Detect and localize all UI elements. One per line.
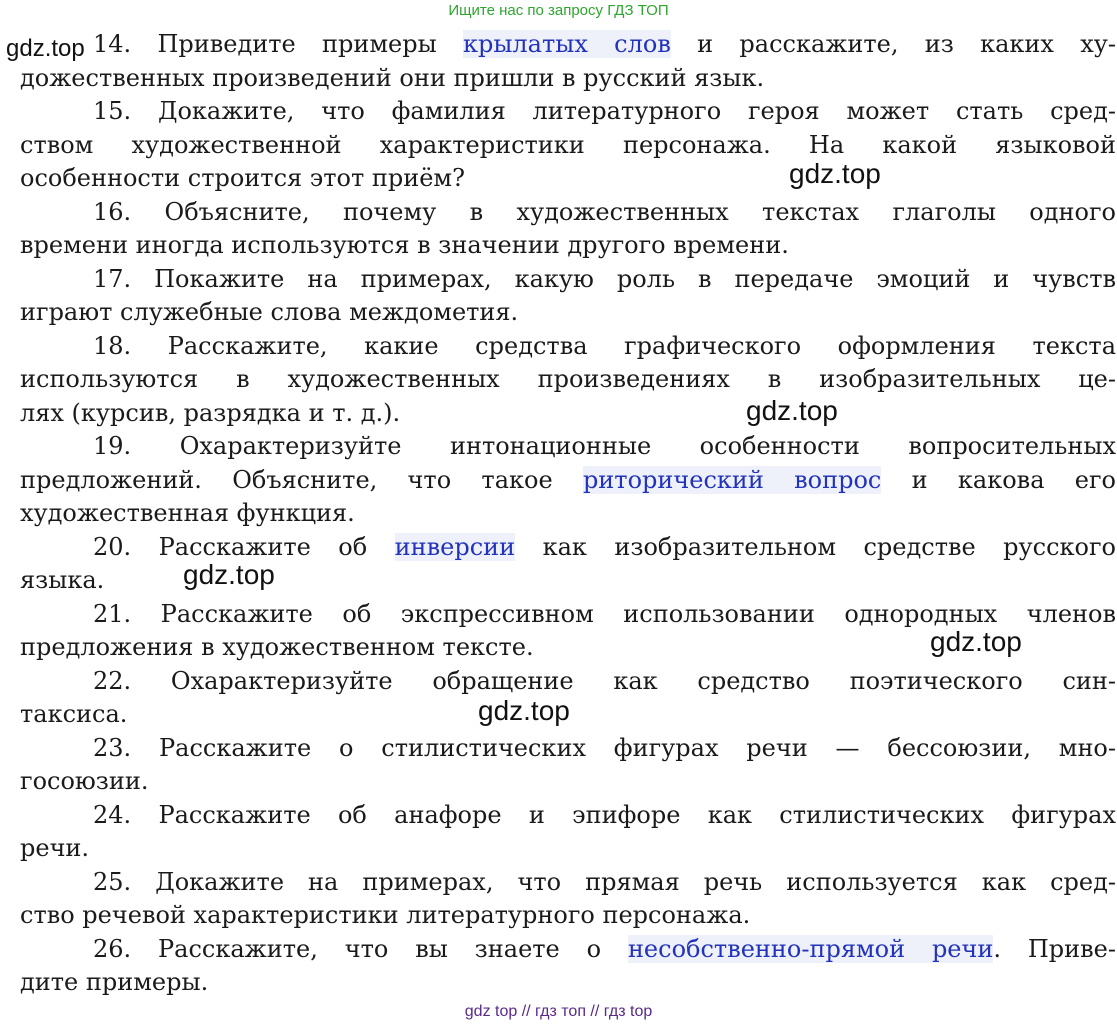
text-segment: предложений. Объясните, что такое — [20, 465, 583, 494]
text-segment: играют служебные слова междометия. — [20, 298, 519, 326]
text-line — [20, 933, 1116, 967]
exercise-item — [20, 430, 1116, 531]
text-segment: . Приве- — [993, 934, 1116, 963]
text-line — [20, 765, 1116, 799]
text-segment: художественная функция. — [20, 499, 355, 527]
text-segment: 24. Расскажите об анафоре и эпифоре как стилистических фигурах — [93, 800, 1116, 829]
watermark: gdz.top — [930, 626, 1022, 657]
text-line — [20, 732, 1116, 766]
text-line — [20, 966, 1116, 1000]
text-segment: ство речевой характеристики литературного персонажа. — [20, 901, 751, 929]
text-line — [20, 229, 1116, 263]
watermark: gdz.top — [789, 158, 881, 189]
watermark: gdz.top — [183, 559, 275, 590]
text-line — [20, 330, 1116, 364]
text-segment: дожественных произведений они пришли в русский язык. — [20, 63, 765, 92]
text-segment: как изобразительном средстве русского — [515, 532, 1116, 561]
watermark: gdz.top — [478, 695, 570, 726]
text-line — [20, 799, 1116, 833]
text-line — [20, 95, 1116, 129]
exercise-list — [20, 28, 1116, 1000]
text-segment: госоюзии. — [20, 767, 149, 795]
text-segment: используются в художественных произведениях в изобразительных це- — [20, 365, 1116, 393]
text-line — [20, 196, 1116, 230]
text-line — [20, 28, 1116, 62]
highlighted-term: крылатых слов — [462, 30, 671, 58]
text-segment: 16. Объясните, почему в художественных текстах глаголы одного — [93, 197, 1116, 226]
highlighted-term: несобственно-прямой речи — [627, 934, 994, 963]
text-line — [20, 464, 1116, 498]
exercise-item — [20, 196, 1116, 263]
text-segment: 17. Покажите на примерах, какую роль в передаче эмоций и чувств — [93, 264, 1116, 293]
text-segment: 15. Докажите, что фамилия литературного героя может стать сред- — [93, 97, 1116, 125]
text-line — [20, 397, 1116, 431]
text-segment: особенности строится этот приём? — [20, 164, 465, 192]
text-segment: 25. Докажите на примерах, что прямая речь используется как сред- — [93, 867, 1116, 896]
text-line — [20, 832, 1116, 866]
text-segment: и расскажите, из каких ху- — [670, 30, 1116, 58]
text-line — [20, 62, 1116, 96]
exercise-item — [20, 263, 1116, 330]
highlighted-term: риторический вопрос — [582, 465, 882, 494]
exercise-item — [20, 799, 1116, 866]
text-line — [20, 263, 1116, 297]
highlighted-term: инверсии — [394, 532, 516, 561]
exercise-item — [20, 28, 1116, 95]
text-segment: ством художественной характеристики персонажа. На какой языковой — [20, 130, 1116, 159]
exercise-item — [20, 330, 1116, 431]
text-line — [20, 430, 1116, 464]
text-segment: времени иногда используются в значении другого времени. — [20, 231, 789, 259]
exercise-item — [20, 866, 1116, 933]
text-segment: дите примеры. — [20, 968, 209, 996]
text-segment: 22. Охарактеризуйте обращение как средство поэтического син- — [93, 666, 1116, 695]
text-line — [20, 158, 1116, 196]
text-segment: и какова его — [881, 465, 1116, 494]
text-line — [20, 899, 1116, 933]
text-line — [20, 497, 1116, 531]
text-segment: языка. — [20, 566, 105, 594]
text-segment: 26. Расскажите, что вы знаете о — [93, 934, 628, 963]
text-segment: речи. — [20, 834, 90, 862]
text-segment: 18. Расскажите, какие средства графического оформления текста — [93, 331, 1116, 360]
watermark: gdz.top — [746, 395, 838, 426]
text-line — [20, 866, 1116, 900]
search-banner: Ищите нас по запросу ГДЗ ТОП — [448, 2, 669, 19]
text-line — [20, 296, 1116, 330]
text-segment: 20. Расскажите об — [93, 532, 395, 561]
text-segment: предложения в художественном тексте. — [20, 633, 534, 661]
text-segment: лях (курсив, разрядка и т. д.). — [20, 398, 401, 427]
text-line — [20, 363, 1116, 397]
exercise-item — [20, 933, 1116, 1000]
watermark: gdz.top — [6, 35, 85, 62]
text-line — [20, 129, 1116, 163]
exercise-item — [20, 732, 1116, 799]
text-segment: 21. Расскажите об экспрессивном использовании однородных членов — [93, 599, 1116, 628]
footer-links: gdz top // гдз топ // гдз top — [464, 1003, 653, 1020]
text-segment: 14. Приведите примеры — [93, 30, 463, 58]
text-segment: 23. Расскажите о стилистических фигурах речи — бессоюзии, мно- — [93, 733, 1116, 762]
exercise-item — [20, 95, 1116, 196]
text-segment: 19. Охарактеризуйте интонационные особенности вопросительных — [93, 432, 1116, 460]
text-line — [20, 665, 1116, 699]
text-segment: таксиса. — [20, 700, 128, 728]
